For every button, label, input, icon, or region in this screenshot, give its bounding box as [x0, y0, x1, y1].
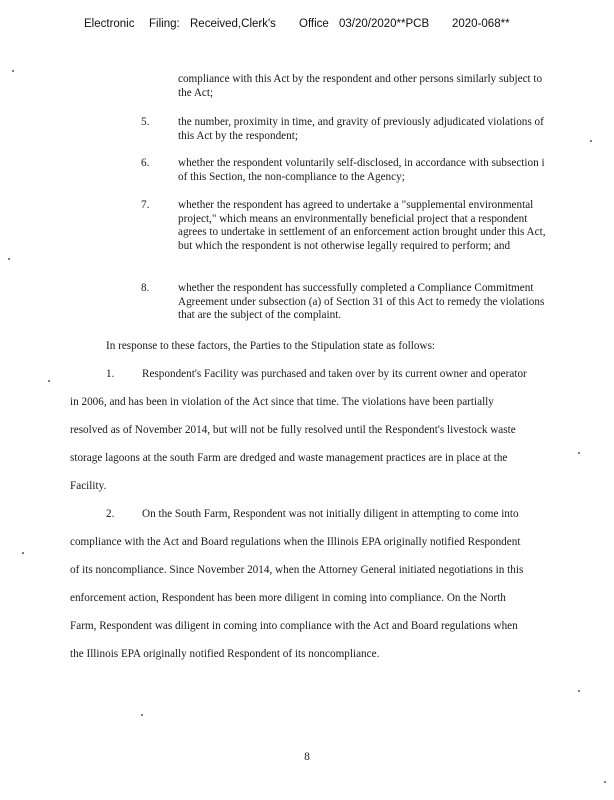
numbered-paragraph	[70, 360, 532, 500]
paragraph-text: On the South Farm, Respondent was not initially diligent in attempting to come into compliance with the Act and Board regulations when the Illinois EPA originally notified Respondent of its noncompliance. Since November 2014, when the Attorney General initiated negotiations in this enforcement action, Respondent has been more diligent in coming into compliance. On the North Farm, Respondent was diligent in coming into compliance with the Act and Board regulations when the Illinois EPA originally notified Respondent of its noncompliance.	[70, 508, 524, 660]
list-item-text: whether the respondent has agreed to undertake a "supplemental environmental project," which means an environmentally beneficial project that a respondent agrees to undertake in settlement of an enforcement action brought under this Act, but which the respondent is not otherwise legally required to perform; and	[178, 199, 546, 252]
scan-speck	[590, 140, 592, 142]
scan-speck	[12, 70, 14, 72]
header-date: 03/20/2020**PCB	[339, 18, 430, 30]
header-filing: Filing:	[149, 18, 180, 30]
list-item-number: 6.	[141, 157, 150, 169]
list-item-number: 7.	[141, 199, 150, 211]
scan-speck	[48, 380, 50, 382]
filing-stamp-header	[0, 18, 614, 38]
page-number: 8	[304, 751, 310, 763]
scan-speck	[141, 714, 143, 716]
list-item-number: 8.	[141, 282, 150, 294]
header-received: Received,Clerk's	[190, 18, 276, 30]
header-docket: 2020-068**	[452, 18, 510, 30]
scan-speck	[578, 452, 580, 454]
list-item-number: 5.	[141, 116, 150, 128]
intro-sentence: In response to these factors, the Parties to the Stipulation state as follows:	[106, 340, 436, 352]
scan-speck	[578, 690, 580, 692]
list-item-text: whether the respondent voluntarily self-disclosed, in accordance with subsection i of this Section, the non-compliance to the Agency;	[178, 157, 545, 183]
list-item-text: the number, proximity in time, and gravity of previously adjudicated violations of this Act by the respondent;	[178, 116, 544, 142]
paragraph-number: 1.	[106, 368, 115, 380]
numbered-paragraph	[70, 500, 532, 668]
scan-speck	[604, 781, 606, 783]
paragraph-text: Respondent's Facility was purchased and taken over by its current owner and operator in 2006, and has been in violation of the Act since that time. The violations have been partially resolved as of November 2014, but will not be fully resolved until the Respondent's livestock waste storage lagoons at the south Farm are dredged and waste management practices are in place at the Facility.	[70, 368, 527, 492]
scan-speck	[22, 552, 24, 554]
paragraph-number: 2.	[106, 508, 115, 520]
scan-speck	[8, 258, 10, 260]
continuation-text: compliance with this Act by the respondent and other persons similarly subject to the Act;	[178, 73, 543, 99]
header-electronic: Electronic	[84, 18, 135, 30]
header-office: Office	[299, 18, 329, 30]
list-item-text: whether the respondent has successfully completed a Compliance Commitment Agreement under subsection (a) of Section 31 of this Act to remedy the violations that are the subject of the complaint.	[178, 282, 545, 321]
